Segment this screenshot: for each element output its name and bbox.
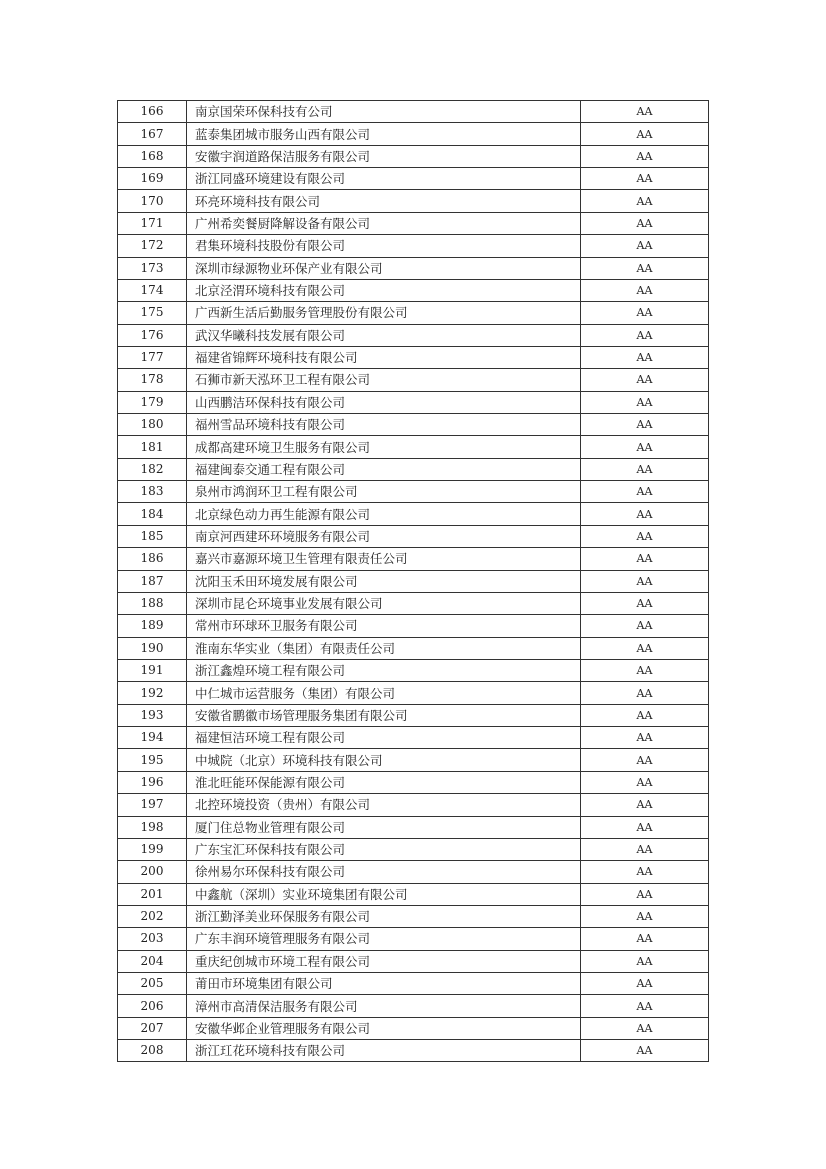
credit-rating: AA	[581, 235, 709, 257]
table-row	[118, 279, 709, 301]
table-row	[118, 101, 709, 123]
table-row	[118, 436, 709, 458]
credit-rating: AA	[581, 369, 709, 391]
credit-rating: AA	[581, 928, 709, 950]
row-number: 205	[118, 973, 187, 995]
credit-rating: AA	[581, 458, 709, 480]
row-number: 175	[118, 302, 187, 324]
company-name: 君集环境科技股份有限公司	[187, 235, 581, 257]
row-number: 206	[118, 995, 187, 1017]
company-name: 泉州市鸿润环卫工程有限公司	[187, 481, 581, 503]
credit-rating: AA	[581, 973, 709, 995]
row-number: 166	[118, 101, 187, 123]
credit-rating: AA	[581, 727, 709, 749]
row-number: 168	[118, 145, 187, 167]
row-number: 172	[118, 235, 187, 257]
company-name: 厦门住总物业管理有限公司	[187, 816, 581, 838]
table-row	[118, 548, 709, 570]
credit-rating: AA	[581, 1040, 709, 1062]
company-name: 沈阳玉禾田环境发展有限公司	[187, 570, 581, 592]
credit-rating: AA	[581, 168, 709, 190]
company-name: 安徽省鹏徽市场管理服务集团有限公司	[187, 704, 581, 726]
company-name: 深圳市绿源物业环保产业有限公司	[187, 257, 581, 279]
company-name: 广东丰润环境管理服务有限公司	[187, 928, 581, 950]
table-row	[118, 346, 709, 368]
credit-rating: AA	[581, 436, 709, 458]
company-name: 中仁城市运营服务（集团）有限公司	[187, 682, 581, 704]
company-name: 北京绿色动力再生能源有限公司	[187, 503, 581, 525]
company-name: 福建恒洁环境工程有限公司	[187, 727, 581, 749]
row-number: 191	[118, 659, 187, 681]
credit-rating: AA	[581, 279, 709, 301]
table-row	[118, 570, 709, 592]
row-number: 188	[118, 592, 187, 614]
company-name: 福建省锦辉环境科技有限公司	[187, 346, 581, 368]
company-name: 环亮环境科技有限公司	[187, 190, 581, 212]
table-row	[118, 615, 709, 637]
company-name: 淮北旺能环保能源有限公司	[187, 771, 581, 793]
row-number: 179	[118, 391, 187, 413]
row-number: 185	[118, 525, 187, 547]
company-name: 北控环境投资（贵州）有限公司	[187, 794, 581, 816]
table-row	[118, 168, 709, 190]
table-row	[118, 659, 709, 681]
table-row	[118, 324, 709, 346]
company-name: 广东宝汇环保科技有限公司	[187, 838, 581, 860]
row-number: 195	[118, 749, 187, 771]
table-row	[118, 704, 709, 726]
company-name: 福建闽泰交通工程有限公司	[187, 458, 581, 480]
credit-rating: AA	[581, 615, 709, 637]
table-row	[118, 391, 709, 413]
credit-rating: AA	[581, 771, 709, 793]
credit-rating: AA	[581, 257, 709, 279]
company-name: 成都高建环境卫生服务有限公司	[187, 436, 581, 458]
row-number: 174	[118, 279, 187, 301]
credit-rating: AA	[581, 548, 709, 570]
company-name: 嘉兴市嘉源环境卫生管理有限责任公司	[187, 548, 581, 570]
row-number: 198	[118, 816, 187, 838]
credit-rating: AA	[581, 794, 709, 816]
row-number: 170	[118, 190, 187, 212]
row-number: 181	[118, 436, 187, 458]
table-row	[118, 212, 709, 234]
table-row	[118, 682, 709, 704]
table-row	[118, 369, 709, 391]
table-row	[118, 1017, 709, 1039]
table-row	[118, 838, 709, 860]
company-name: 淮南东华实业（集团）有限责任公司	[187, 637, 581, 659]
company-name: 浙江玒花环境科技有限公司	[187, 1040, 581, 1062]
credit-rating: AA	[581, 570, 709, 592]
row-number: 171	[118, 212, 187, 234]
credit-rating: AA	[581, 324, 709, 346]
credit-rating: AA	[581, 101, 709, 123]
company-name: 山西鹏洁环保科技有限公司	[187, 391, 581, 413]
table-row	[118, 525, 709, 547]
row-number: 193	[118, 704, 187, 726]
row-number: 167	[118, 123, 187, 145]
credit-rating: AA	[581, 749, 709, 771]
table-row	[118, 190, 709, 212]
credit-rating: AA	[581, 503, 709, 525]
table-row	[118, 235, 709, 257]
credit-rating: AA	[581, 905, 709, 927]
row-number: 183	[118, 481, 187, 503]
company-name: 广州希奕餐厨降解设备有限公司	[187, 212, 581, 234]
table-row	[118, 816, 709, 838]
table-row	[118, 794, 709, 816]
company-name: 浙江勤泽美业环保服务有限公司	[187, 905, 581, 927]
company-name: 徐州易尔环保科技有限公司	[187, 861, 581, 883]
row-number: 187	[118, 570, 187, 592]
table-row	[118, 637, 709, 659]
company-name: 中鑫航（深圳）实业环境集团有限公司	[187, 883, 581, 905]
company-rating-table	[117, 100, 709, 1062]
table-row	[118, 257, 709, 279]
table-row	[118, 145, 709, 167]
credit-rating: AA	[581, 346, 709, 368]
row-number: 178	[118, 369, 187, 391]
company-name: 南京河西建环环境服务有限公司	[187, 525, 581, 547]
company-name: 浙江同盛环境建设有限公司	[187, 168, 581, 190]
company-name: 安徽宇润道路保洁服务有限公司	[187, 145, 581, 167]
credit-rating: AA	[581, 816, 709, 838]
row-number: 196	[118, 771, 187, 793]
credit-rating: AA	[581, 682, 709, 704]
row-number: 184	[118, 503, 187, 525]
row-number: 208	[118, 1040, 187, 1062]
table-row	[118, 123, 709, 145]
credit-rating: AA	[581, 145, 709, 167]
company-name: 常州市环球环卫服务有限公司	[187, 615, 581, 637]
company-name: 重庆纪创城市环境工程有限公司	[187, 950, 581, 972]
company-name: 中城院（北京）环境科技有限公司	[187, 749, 581, 771]
company-name: 武汉华曦科技发展有限公司	[187, 324, 581, 346]
row-number: 204	[118, 950, 187, 972]
table-row	[118, 503, 709, 525]
credit-rating: AA	[581, 481, 709, 503]
row-number: 169	[118, 168, 187, 190]
row-number: 177	[118, 346, 187, 368]
credit-rating: AA	[581, 391, 709, 413]
credit-rating: AA	[581, 704, 709, 726]
credit-rating: AA	[581, 414, 709, 436]
credit-rating: AA	[581, 123, 709, 145]
table-row	[118, 950, 709, 972]
table-row	[118, 592, 709, 614]
row-number: 186	[118, 548, 187, 570]
company-name: 广西新生活后勤服务管理股份有限公司	[187, 302, 581, 324]
row-number: 203	[118, 928, 187, 950]
row-number: 197	[118, 794, 187, 816]
table-row	[118, 481, 709, 503]
row-number: 202	[118, 905, 187, 927]
row-number: 192	[118, 682, 187, 704]
table-row	[118, 302, 709, 324]
table-row	[118, 458, 709, 480]
company-name: 安徽华邺企业管理服务有限公司	[187, 1017, 581, 1039]
credit-rating: AA	[581, 1017, 709, 1039]
table-row	[118, 883, 709, 905]
credit-rating: AA	[581, 302, 709, 324]
table-row	[118, 749, 709, 771]
row-number: 199	[118, 838, 187, 860]
table-row	[118, 928, 709, 950]
table-row	[118, 771, 709, 793]
table-row	[118, 861, 709, 883]
credit-rating: AA	[581, 861, 709, 883]
row-number: 194	[118, 727, 187, 749]
table-row	[118, 414, 709, 436]
company-name: 石狮市新天泓环卫工程有限公司	[187, 369, 581, 391]
credit-rating: AA	[581, 592, 709, 614]
credit-rating: AA	[581, 883, 709, 905]
row-number: 190	[118, 637, 187, 659]
row-number: 176	[118, 324, 187, 346]
table-row	[118, 727, 709, 749]
company-name: 蓝泰集团城市服务山西有限公司	[187, 123, 581, 145]
credit-rating: AA	[581, 190, 709, 212]
table-row	[118, 905, 709, 927]
row-number: 180	[118, 414, 187, 436]
credit-rating: AA	[581, 950, 709, 972]
table-row	[118, 1040, 709, 1062]
table-body	[118, 101, 709, 1062]
row-number: 189	[118, 615, 187, 637]
credit-rating: AA	[581, 995, 709, 1017]
credit-rating: AA	[581, 659, 709, 681]
company-name: 南京国荣环保科技有公司	[187, 101, 581, 123]
company-name: 深圳市昆仑环境事业发展有限公司	[187, 592, 581, 614]
row-number: 200	[118, 861, 187, 883]
company-name: 漳州市高清保洁服务有限公司	[187, 995, 581, 1017]
company-name: 莆田市环境集团有限公司	[187, 973, 581, 995]
row-number: 201	[118, 883, 187, 905]
credit-rating: AA	[581, 212, 709, 234]
company-name: 福州雪品环境科技有限公司	[187, 414, 581, 436]
credit-rating: AA	[581, 525, 709, 547]
row-number: 173	[118, 257, 187, 279]
table-row	[118, 995, 709, 1017]
company-name: 浙江鑫煌环境工程有限公司	[187, 659, 581, 681]
credit-rating: AA	[581, 637, 709, 659]
row-number: 182	[118, 458, 187, 480]
company-name: 北京泾渭环境科技有限公司	[187, 279, 581, 301]
row-number: 207	[118, 1017, 187, 1039]
credit-rating: AA	[581, 838, 709, 860]
table-row	[118, 973, 709, 995]
